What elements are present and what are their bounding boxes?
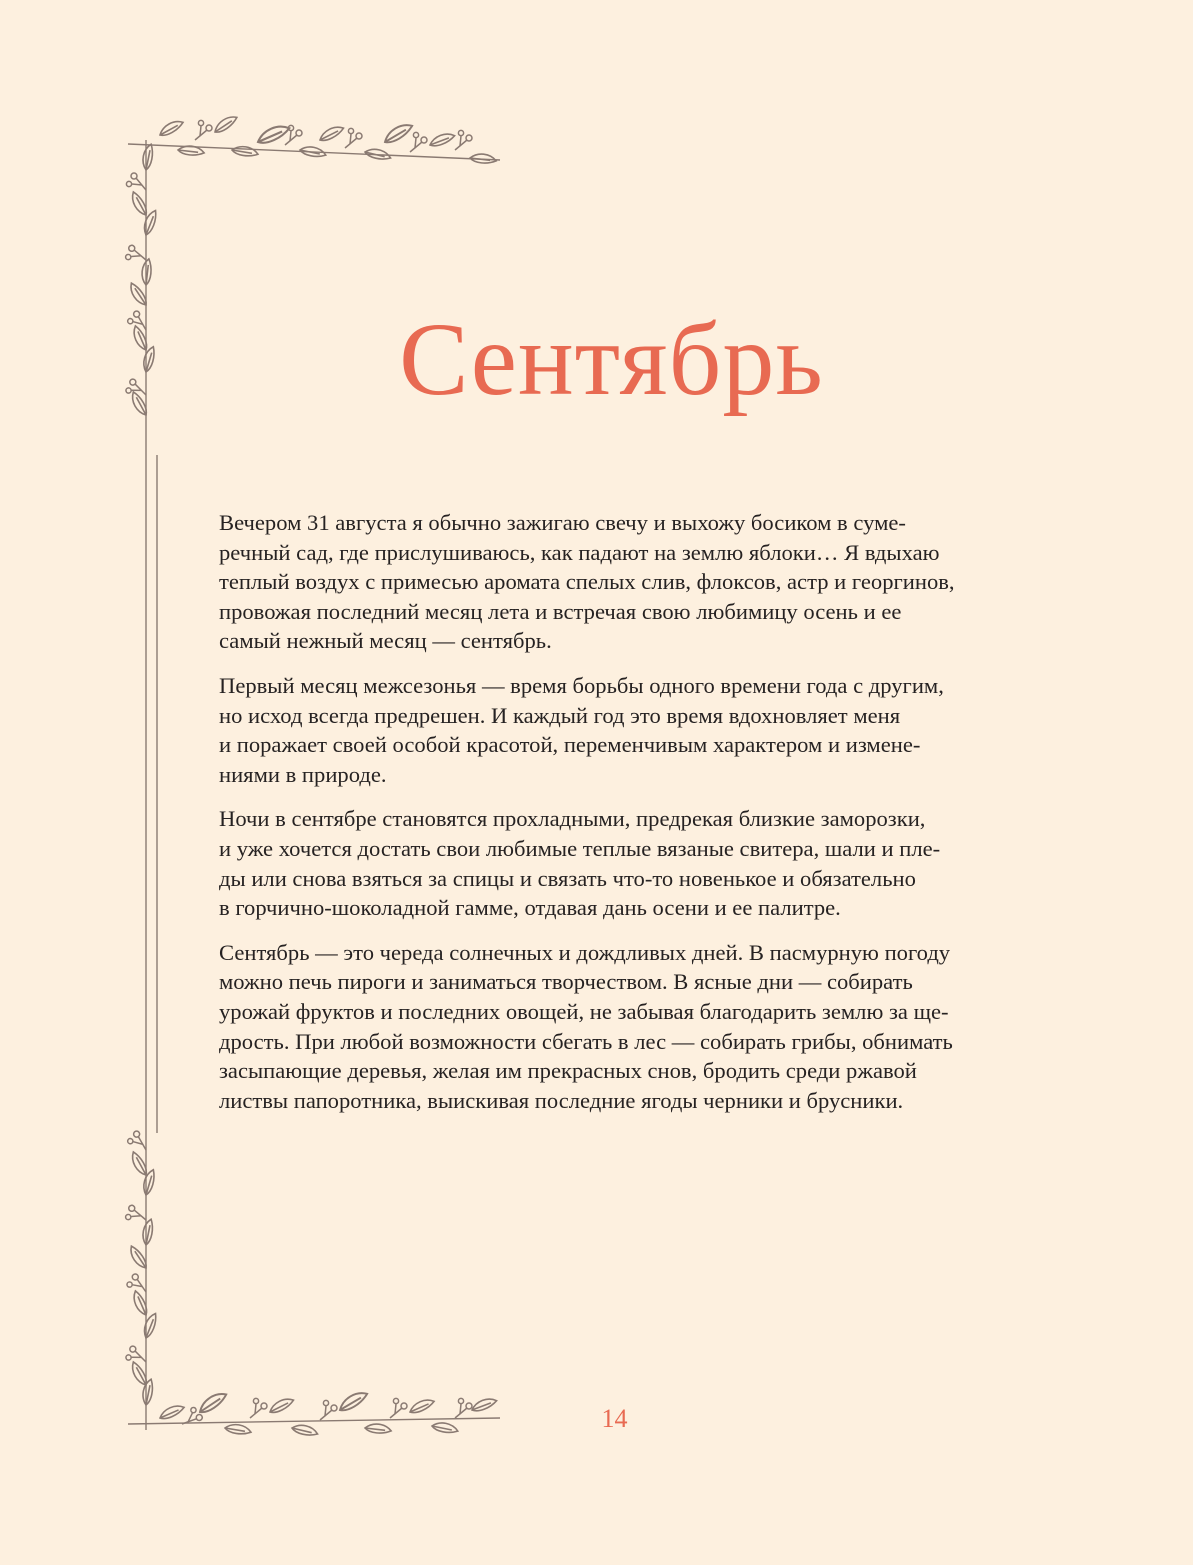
top-branch-ornament <box>157 114 497 167</box>
page-number: 14 <box>601 1404 628 1433</box>
body-text <box>219 508 998 1130</box>
left-bottom-branch-ornament <box>124 1130 161 1406</box>
paragraph-1: Вечером 31 августа я обычно зажигаю свечу и выхожу босиком в суме- речный сад, где прислушиваюсь, как падают на землю яблоки… Я вдыхаю теплый воздух с примесью аромата спелых слив, флоксов, астр и георгинов, провожая последний месяц лета и встречая свою любимицу осень и ее самый нежный месяц — сентябрь. <box>219 510 955 654</box>
paragraph-2: Первый месяц межсезонья — время борьбы одного времени года с другим, но исход всегда предрешен. И каждый год это время вдохновляет меня и поражает своей особой красотой, переменчивым характером и измене- ниями в природе. <box>219 672 944 787</box>
chapter-title: Сентябрь <box>399 302 824 417</box>
paragraph-4: Сентябрь — это череда солнечных и дождливых дней. В пасмурную погоду можно печь пироги и заниматься творчеством. В ясные дни — собирать урожай фруктов и последних овощей, не забывая благодарить землю за ще- дрость. При любой возможности сбегать в лес — собирать грибы, обнимать засыпающие деревья, желая им прекрасных снов, бродить среди ржавой листвы папоротника, выискивая последние ягоды черники и брусники. <box>219 939 953 1113</box>
paragraph-3: Ночи в сентябре становятся прохладными, предрекая близкие заморозки, и уже хочется достать свои любимые теплые вязаные свитера, шали и пле- ды или снова взяться за спицы и связать что-то новенькое и обязательно в горчично-шоколадной гамме, отдавая дань осени и ее палитре. <box>219 806 941 921</box>
